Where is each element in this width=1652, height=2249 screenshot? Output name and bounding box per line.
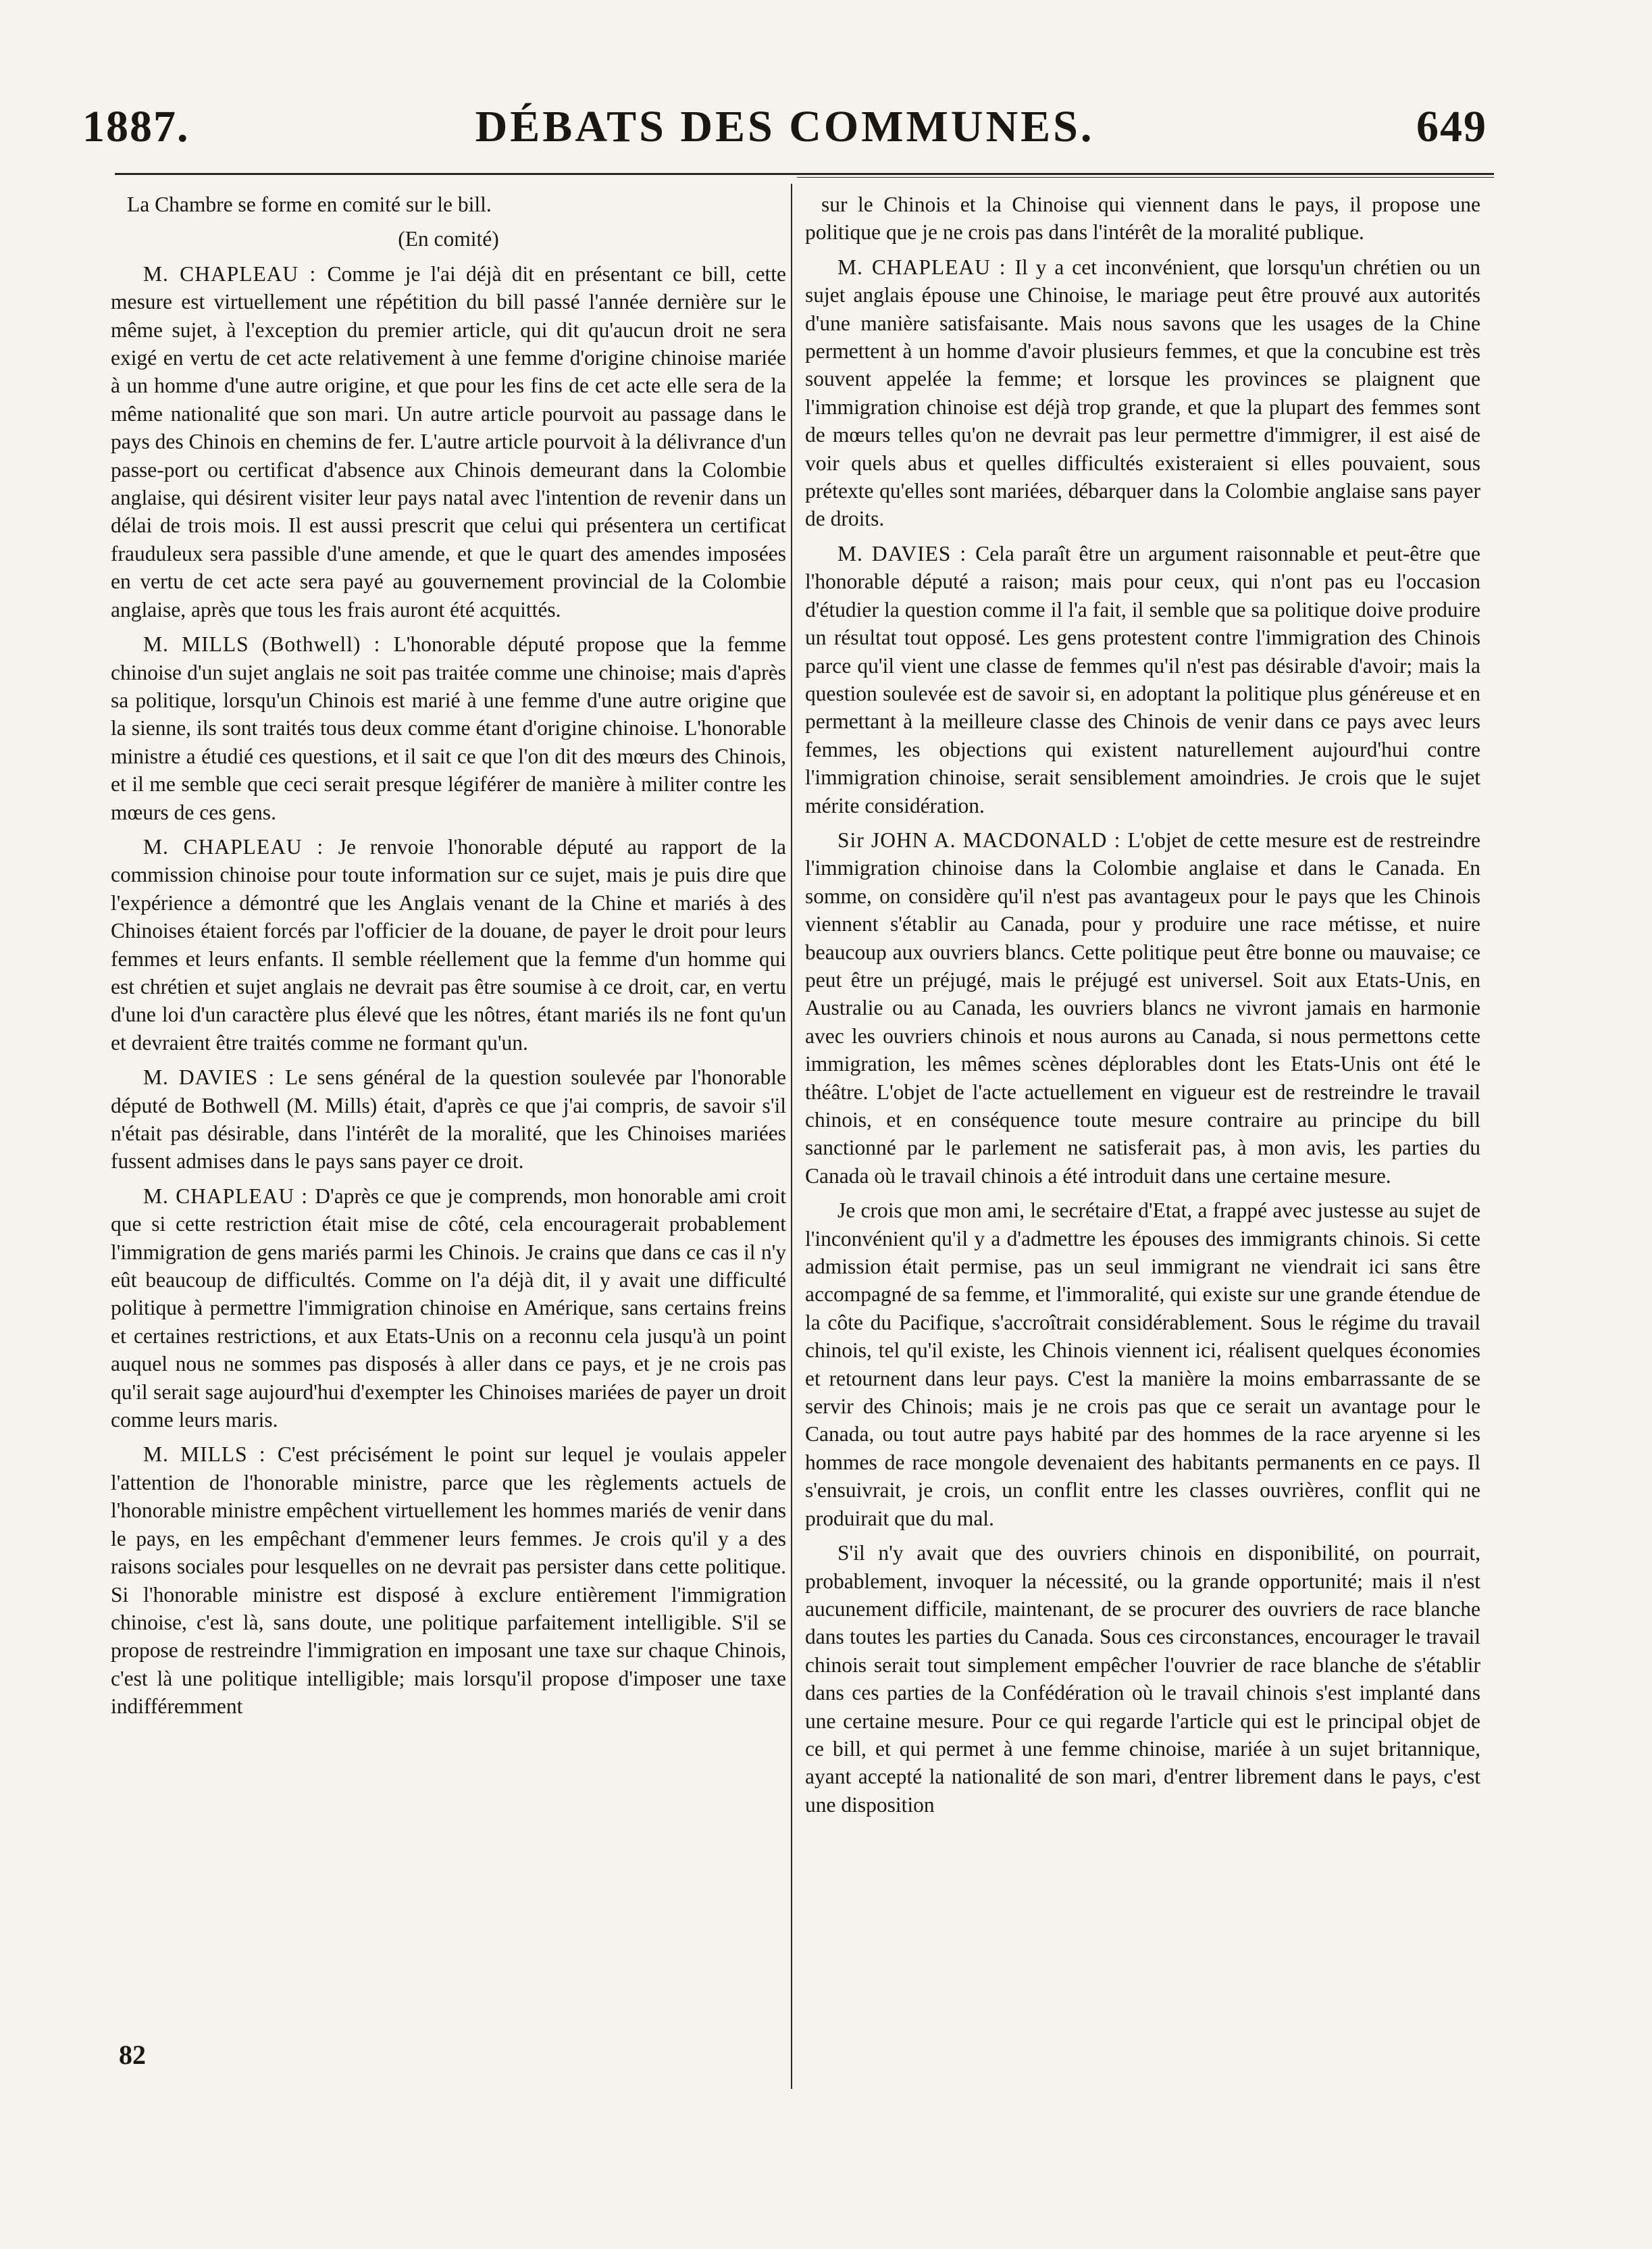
paragraph-text: La Chambre se forme en comité sur le bill. — [127, 193, 492, 216]
page-header — [82, 101, 1487, 162]
speaker-name: M. CHAPLEAU : — [143, 1184, 315, 1208]
speaker-name: M. CHAPLEAU : — [143, 261, 328, 286]
paragraph — [805, 540, 1480, 819]
speaker-name: M. CHAPLEAU : — [143, 834, 338, 859]
paragraph-text: Je crois que mon ami, le secrétaire d'Etat, a frappé avec justesse au sujet de l'inconvénient qu'il y a d'admettre les épouses des immigrants chinois. Si cette admission était permise, pas un seul immigrant ne viendrait ici sans être accompagné de sa femme, et l'immoralité, qui existe sur une grande étendue de la côte du Pacifique, s'accroîtrait considérablement. Sous le régime du travail chinois, tel qu'il existe, les Chinois viennent ici, réalisent quelques économies et retournent dans leur pays. C'est la manière la moins embarrassante de se servir des Chinois; mais je ne crois pas que ce serait un avantage pour le Canada, ou tout autre pays habité par des hommes de la race aryenne si les hommes de race mongole devenaient des habitants permanents en ce pays. Il s'ensuivrait, je crois, un conflit entre les classes ouvrières, conflit qui ne produirait que du mal. — [805, 1198, 1480, 1530]
paragraph — [111, 260, 786, 624]
header-rule-secondary — [797, 177, 1494, 178]
paragraph-text: Comme je l'ai déjà dit en présentant ce bill, cette mesure est virtuellement une répétition du bill passé l'année dernière sur le même sujet, à l'exception du premier article, qui dit qu'aucun droit ne sera exigé en vertu de cet acte relativement à une femme d'origine chinoise mariée à un homme d'une autre origine, et que pour les fins de cet acte elle sera de la même nationalité que son mari. Un autre article pourvoit au passage dans le pays des Chinois en chemins de fer. L'autre article pourvoit à la délivrance d'un passe-port ou certificat d'absence aux Chinois demeurant dans la Colombie anglaise, qui désirent visiter leur pays natal avec l'intention de revenir dans un délai de trois mois. Il est aussi prescrit que celui qui présentera un certificat frauduleux sera passible d'une amende, et que le quart des amendes imposées en vertu de cet acte sera payé au gouvernement provincial de la Colombie anglaise, après que tous les frais auront été acquittés. — [111, 261, 787, 622]
paragraph — [111, 1063, 786, 1176]
page-number: 649 — [1416, 102, 1487, 151]
speaker-name: M. DAVIES : — [143, 1065, 286, 1090]
paragraph — [111, 225, 786, 253]
header-rule — [115, 173, 1494, 175]
paragraph-text: C'est précisément le point sur lequel je voulais appeler l'attention de l'honorable ministre, parce que les règlements actuels de l'honorable ministre empêchent virtuellement les hommes mariés de venir dans le pays, en les empêchant d'emmener leurs femmes. Je crois qu'il y a des raisons sociales pour lesquelles on ne devrait pas persister dans cette politique. Si l'honorable ministre est disposé à exclure entièrement l'immigration chinoise, c'est là, sans doute, une politique parfaitement intelligible. S'il se propose de restreindre l'immigration en imposant une taxe sur chaque Chinois, c'est là une politique intelligible; mais lorsqu'il propose d'imposer une taxe indifféremment — [111, 1442, 786, 1719]
paragraph-text: Cela paraît être un argument raisonnable et peut-être que l'honorable député a raison; mais pour ceux, qui n'ont pas eu l'occasion d'étudier la question comme il l'a fait, il semble que sa politique doive produire un résultat tout opposé. Les gens protestent contre l'immigration des Chinois parce qu'il vient une classe de femmes qu'il n'est pas désirable d'avoir; mais la question soulevée est de savoir si, en adoptant la politique plus généreuse et en permettant à la meilleure classe des Chinois de venir dans ce pays avec leurs femmes, les objections qui existent naturellement aujourd'hui contre l'immigration chinoise, serait sensiblement amoindries. Je crois que le sujet mérite considération. — [805, 541, 1480, 817]
paragraph — [111, 1440, 786, 1720]
paragraph — [805, 191, 1480, 247]
year: 1887. — [82, 102, 190, 151]
speaker-name: M. MILLS : — [143, 1442, 278, 1467]
paragraph-text: S'il n'y avait que des ouvriers chinois en disponibilité, on pourrait, probablement, invoquer la nécessité, ou la grande opportunité; mais il n'est aucunement difficile, maintenant, de se procurer des ouvriers de race blanche dans toutes les parties du Canada. Sous ces circonstances, encourager le travail chinois serait tout simplement empêcher l'ouvrier de race blanche de s'établir dans ces parties de la Confédération où le travail chinois s'est implanté dans une certaine mesure. Pour ce qui regarde l'article qui est le principal objet de ce bill, et qui permet à une femme chinoise, mariée à un sujet britannique, ayant accepté la nationalité de son mari, d'entrer librement dans le pays, c'est une disposition — [805, 1541, 1480, 1817]
paragraph — [111, 630, 786, 826]
paragraph-text: Le sens général de la question soulevée par l'honorable député de Bothwell (M. Mills) était, d'après ce que j'ai compris, de savoir s'il n'était pas désirable, dans l'intérêt de la moralité, que les Chinoises mariées fussent admises dans le pays sans payer ce droit. — [111, 1065, 787, 1173]
paragraph — [111, 191, 786, 218]
speaker-name: M. CHAPLEAU : — [837, 255, 1015, 279]
paragraph-text: D'après ce que je comprends, mon honorable ami croit que si cette restriction était mise de côté, cela encouragerait probablement l'immigration de gens mariés parmi les Chinois. Je crains que dans ce cas il n'y eût beaucoup de difficultés. Comme on l'a déjà dit, il y avait une difficulté politique à permettre l'immigration chinoise en Amérique, sans certains freins et certaines restrictions, et aux Etats-Unis on a reconnu cela jusqu'à un point auquel nous ne sommes pas disposés à aller dans ce pays, et je ne crois pas qu'il serait sage aujourd'hui d'exempter les Chinoises mariées de payer un droit comme leurs maris. — [111, 1184, 786, 1432]
paragraph — [111, 1182, 786, 1434]
speaker-name: M. MILLS (Bothwell) : — [143, 632, 394, 657]
left-column — [111, 191, 786, 1727]
paragraph — [805, 253, 1480, 533]
column-divider — [791, 184, 792, 2089]
paragraph — [805, 1196, 1480, 1532]
paragraph-text: Il y a cet inconvénient, que lorsqu'un chrétien ou un sujet anglais épouse une Chinoise, le mariage peut être prouvé aux autorités d'une manière satisfaisante. Mais nous savons que les usages de la Chine permettent à un homme d'avoir plusieurs femmes, et que la concubine est très souvent appelée la femme; et lorsque les provinces se plaignent que l'immigration chinoise est déjà trop grande, et que la plupart des femmes sont de mœurs telles qu'on ne devrait pas leur permettre d'immigrer, il est aisé de voir quels abus et quelles difficultés existeraient si elles pouvaient, sous prétexte qu'elles sont mariées, débarquer dans la Colombie anglaise sans payer de droits. — [805, 255, 1480, 531]
speaker-name: Sir JOHN A. MACDONALD : — [837, 828, 1128, 852]
paragraph-text: L'honorable député propose que la femme chinoise d'un sujet anglais ne soit pas traitée comme une chinoise; mais d'après sa politique, lorsqu'un Chinois est marié à une femme d'une autre origine que la sienne, ils sont traités tous deux comme étant d'origine chinoise. L'honorable ministre a étudié ces questions, et il sait ce que l'on dit des mœurs des Chinois, et il me semble que ceci serait presque légiférer de manière à militer contre les mœurs de ces gens. — [111, 632, 786, 824]
paragraph-text: Je renvoie l'honorable député au rapport de la commission chinoise pour toute information sur ce sujet, mais je puis dire que l'expérience a démontré que les Anglais venant de la Chine et mariés à des Chinoises étaient forcés par l'officier de la douane, de payer le droit pour leurs femmes et leurs enfants. Il semble réellement que la femme d'un homme qui est chrétien et sujet anglais ne devrait pas être soumise à ce droit, car, en vertu d'une loi d'un caractère plus élevé que les nôtres, étant mariés ils ne font qu'un et devraient être traités comme ne formant qu'un. — [111, 834, 787, 1055]
signature-mark: 82 — [119, 2040, 146, 2070]
paragraph — [805, 1539, 1480, 1819]
paragraph-text: sur le Chinois et la Chinoise qui viennent dans le pays, il propose une politique que je ne crois pas dans l'intérêt de la moralité publique. — [805, 193, 1480, 245]
right-column — [805, 191, 1480, 1825]
running-title: DÉBATS DES COMMUNES. — [475, 102, 1095, 151]
paragraph — [111, 833, 786, 1057]
paragraph-text: L'objet de cette mesure est de restreindre l'immigration chinoise dans la Colombie anglaise et dans le Canada. En somme, on considère qu'il n'est pas avantageux pour le pays que les Chinois viennent s'établir au Canada, pour y produire une race métisse, et nuire beaucoup aux ouvriers blancs. Cette politique peut être bonne ou mauvaise; ce peut être un préjugé, mais le préjugé est universel. Soit aux Etats-Unis, en Australie ou au Canada, les ouvriers blancs ne vivront jamais en harmonie avec les ouvriers chinois et nous aurons au Canada, si nous permettons cette immigration, les mêmes scènes déplorables dont les Etats-Unis ont été le théâtre. L'objet de l'acte actuellement en vigueur est de restreindre le travail chinois, et en conséquence toute mesure contraire au principe du bill sanctionné par le parlement ne satisferait pas, à mon avis, les parties du Canada où le travail chinois a été introduit dans une certaine mesure. — [805, 828, 1480, 1188]
paragraph-text: (En comité) — [398, 227, 499, 251]
speaker-name: M. DAVIES : — [837, 541, 976, 565]
paragraph — [805, 826, 1480, 1190]
